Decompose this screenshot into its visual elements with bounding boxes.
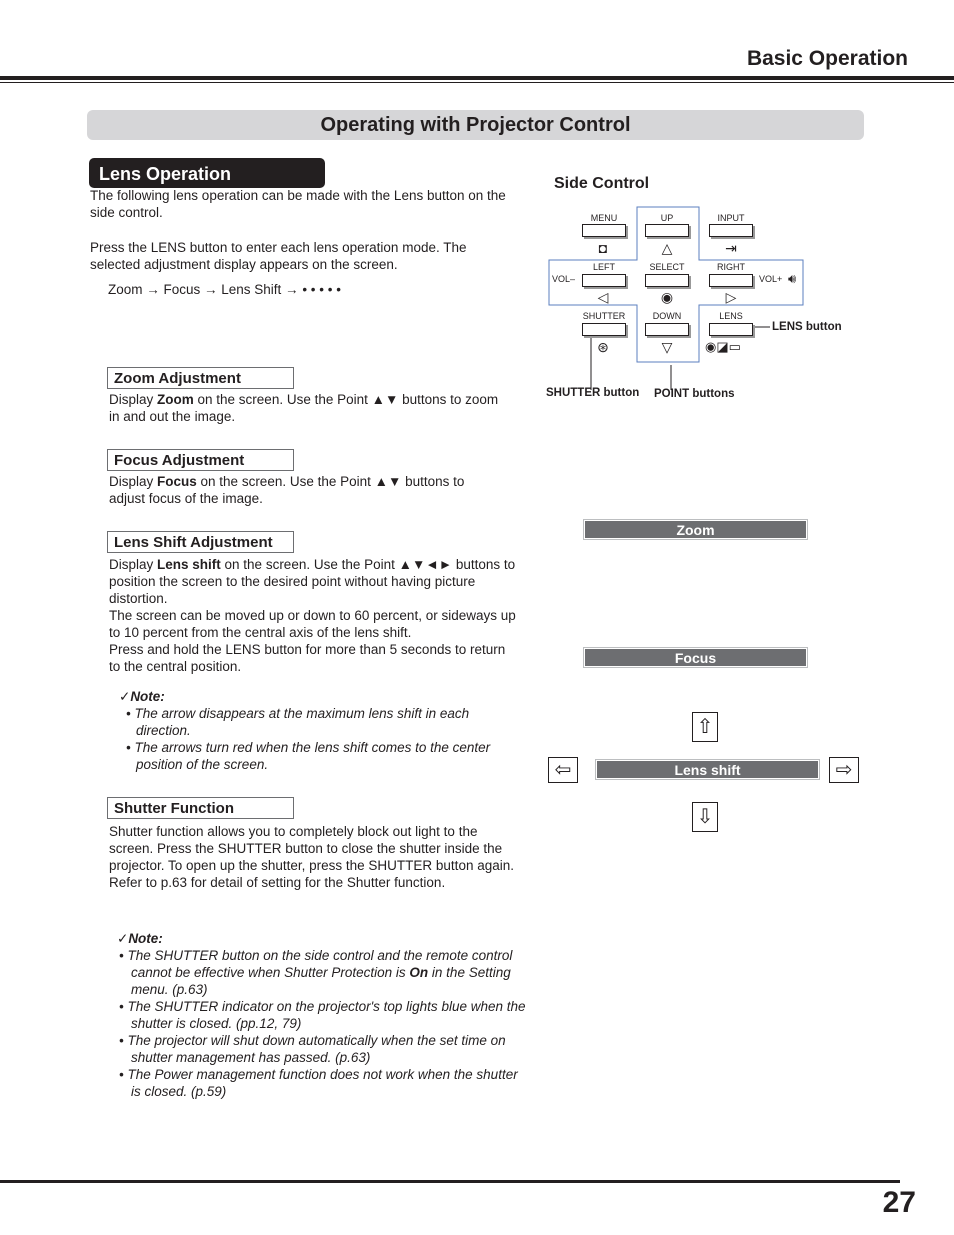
down-triangle-icon: ▽: [661, 339, 673, 355]
point-buttons-callout: POINT buttons: [654, 388, 735, 400]
shutter-note-3: • The projector will shut down automatically when the set time on shutter management has passed. (p.63): [119, 1033, 506, 1065]
shift-down-arrow-icon: ⇩: [692, 802, 718, 832]
focus-heading-text: Focus Adjustment: [114, 452, 245, 469]
header-rule-thin: [0, 82, 954, 83]
input-button[interactable]: [709, 224, 753, 237]
lens-shift-text-post: on the screen. Use the Point ▲▼◄► buttons to position the screen to the desired point without having picture distortion.: [109, 557, 516, 606]
up-label: UP: [660, 213, 674, 223]
left-button[interactable]: [582, 274, 626, 287]
focus-text-bold: Focus: [157, 474, 197, 489]
banner-title: Operating with Projector Control: [320, 114, 631, 136]
focus-text: [109, 473, 504, 507]
page-banner: [87, 110, 864, 140]
lens-shift-heading-text: Lens Shift Adjustment: [114, 534, 273, 551]
check-icon: ✓: [117, 931, 129, 946]
zoom-text: [109, 391, 504, 425]
lens-shift-text-3: Press and hold the LENS button for more than 5 seconds to return to the central position.: [109, 642, 506, 674]
menu-label: MENU: [590, 213, 618, 223]
focus-display-bar: Focus: [585, 649, 806, 666]
zoom-text-bold: Zoom: [157, 392, 194, 407]
shift-up-arrow-icon: ⇧: [692, 712, 718, 742]
lens-sequence: Zoom → Focus → Lens Shift → • • • • •: [108, 282, 341, 297]
vol-plus-label: VOL+: [759, 274, 783, 284]
lens-shift-display-bar: Lens shift: [597, 761, 818, 778]
lens-shift-adjustment-heading: [107, 531, 294, 553]
header-rule: [0, 76, 954, 80]
lens-operation-heading: [89, 158, 325, 188]
right-button[interactable]: [709, 274, 753, 287]
lens-shift-text-bold: Lens shift: [157, 557, 221, 572]
section-title: Basic Operation: [746, 47, 908, 70]
shutter-function-heading: [107, 797, 294, 819]
lens-label: LENS: [719, 311, 743, 321]
menu-icon: ◘: [598, 240, 608, 256]
lens-shift-text-2: The screen can be moved up or down to 60 percent, or sideways up to 10 percent from the central axis of the lens shift.: [109, 608, 516, 640]
lens-shift-note-2: • The arrows turn red when the lens shift comes to the center position of the screen.: [126, 740, 491, 772]
menu-button[interactable]: [582, 224, 626, 237]
shutter-note-2: • The SHUTTER indicator on the projector's top lights blue when the shutter is closed. (pp.12, 79): [119, 999, 526, 1031]
lens-shift-note: [119, 688, 499, 773]
select-button[interactable]: [645, 274, 689, 287]
right-triangle-icon: ▷: [725, 289, 737, 305]
down-label: DOWN: [652, 311, 682, 321]
lens-intro-1: The following lens operation can be made with the Lens button on the side control.: [90, 188, 506, 220]
lens-shift-text-pre: Display: [109, 557, 158, 572]
zoom-text-pre: Display: [109, 392, 158, 407]
left-label: LEFT: [592, 262, 615, 272]
shutter-note-4: • The Power management function does not work when the shutter is closed. (p.59): [119, 1067, 518, 1099]
left-triangle-icon: ◁: [597, 289, 609, 305]
shift-right-arrow-icon: ⇨: [829, 757, 859, 783]
focus-text-post: on the screen. Use the Point ▲▼ buttons to adjust focus of the image.: [109, 474, 465, 506]
select-label: SELECT: [649, 262, 685, 272]
shutter-button[interactable]: [582, 323, 626, 336]
speaker-icon: 🔊︎: [788, 271, 797, 286]
lens-shift-note-1: • The arrow disappears at the maximum lens shift in each direction.: [126, 706, 470, 738]
select-dot-icon: ◉: [660, 289, 674, 305]
footer-rule: [0, 1180, 900, 1183]
input-label: INPUT: [717, 213, 745, 223]
up-triangle-icon: △: [661, 240, 673, 256]
shutter-note-1-post: in the Setting menu. (p.63): [131, 965, 511, 997]
check-icon: ✓: [119, 689, 131, 704]
vol-minus-label: VOL–: [552, 274, 576, 284]
shutter-heading-text: Shutter Function: [114, 800, 234, 817]
note-title: Note:: [130, 689, 165, 704]
lens-shift-text: [109, 556, 519, 607]
side-control-title: Side Control: [554, 175, 650, 192]
shift-left-arrow-icon: ⇦: [548, 757, 578, 783]
page-number: 27: [882, 1186, 916, 1219]
shutter-button-callout: SHUTTER button: [546, 387, 640, 399]
lens-button-callout: LENS button: [772, 321, 842, 333]
lens-icons: ◉◪▭: [705, 339, 741, 354]
lens-intro-2: Press the LENS button to enter each lens operation mode. The selected adjustment display appears on the screen.: [90, 240, 467, 272]
zoom-heading-text: Zoom Adjustment: [114, 370, 241, 387]
shutter-text: Shutter function allows you to completely block out light to the screen. Press the SHUTTER button to close the shutter inside the projector. To open up the shutter, press the SHUTTER button again. Refer to p.63 for detail of setting for the Shutter function.: [109, 824, 514, 890]
shutter-note-1: [117, 947, 529, 998]
zoom-adjustment-heading: [107, 367, 294, 389]
shutter-label: SHUTTER: [582, 311, 626, 321]
lens-button[interactable]: [709, 323, 753, 336]
focus-adjustment-heading: [107, 449, 294, 471]
shutter-note-1-pre: • The SHUTTER button on the side control and the remote control cannot be effective when Shutter Protection is: [119, 948, 513, 980]
down-button[interactable]: [645, 323, 689, 336]
up-button[interactable]: [645, 224, 689, 237]
shutter-icon: ⊛: [597, 339, 609, 355]
zoom-display-bar: Zoom: [585, 521, 806, 538]
lens-operation-title: Lens Operation: [99, 164, 232, 184]
shutter-note: [117, 930, 529, 1100]
zoom-text-post: on the screen. Use the Point ▲▼ buttons to zoom in and out the image.: [109, 392, 499, 424]
right-label: RIGHT: [717, 262, 745, 272]
focus-text-pre: Display: [109, 474, 158, 489]
input-icon: ⇥: [725, 240, 737, 256]
shutter-note-1-bold: On: [409, 965, 429, 980]
note-title: Note:: [128, 931, 163, 946]
